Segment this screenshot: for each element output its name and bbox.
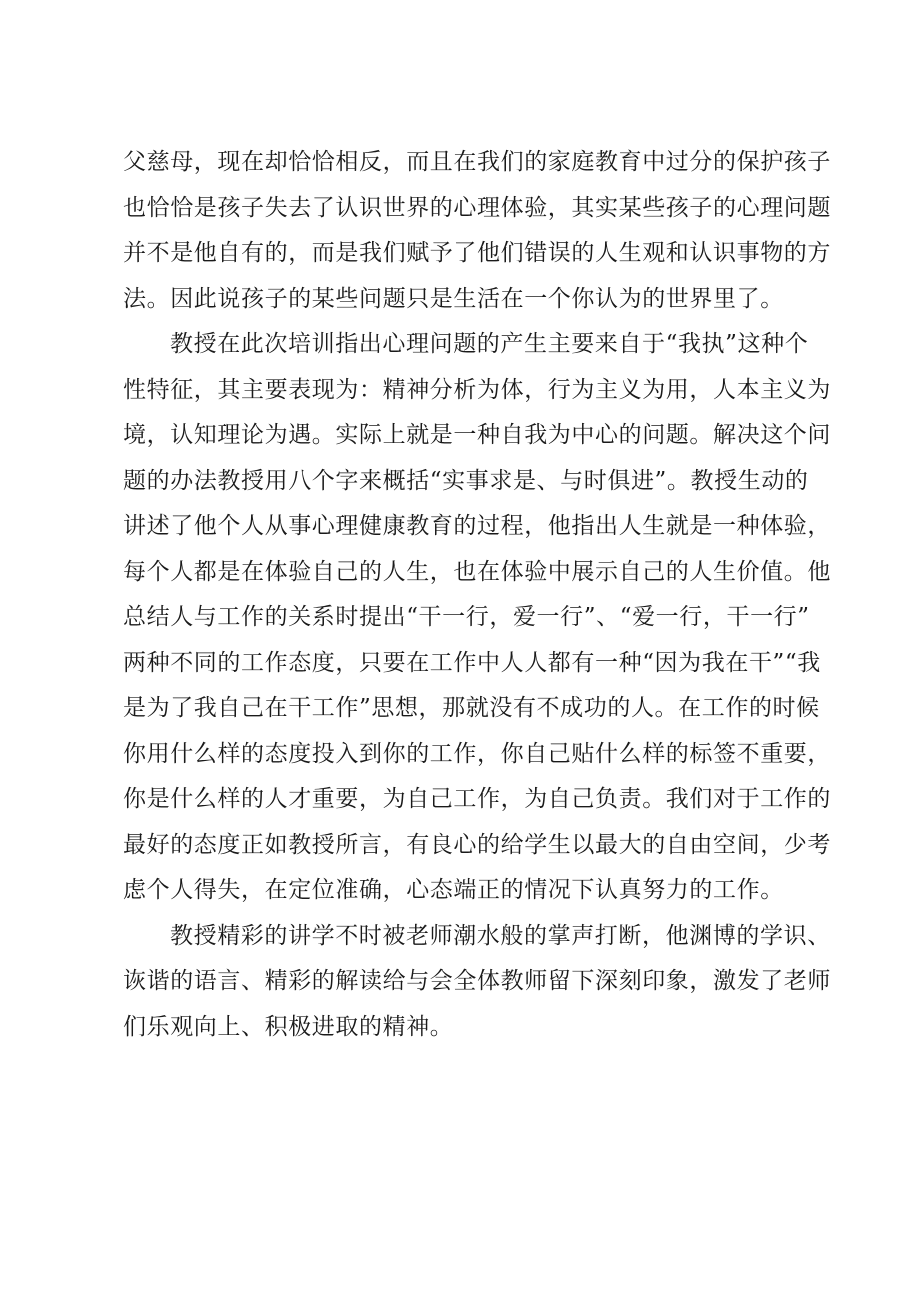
paragraph-line: 性特征，其主要表现为：精神分析为体，行为主义为用，人本主义为 (123, 376, 831, 403)
paragraph-line: 教授精彩的讲学不时被老师潮水般的掌声打断，他渊博的学识、 (170, 922, 831, 949)
paragraph-line: 并不是他自有的，而是我们赋予了他们错误的人生观和认识事物的方 (123, 240, 831, 266)
paragraph-line: 是为了我自己在干工作”思想，那就没有不成功的人。在工作的时候 (123, 695, 820, 721)
paragraph-line: 最好的态度正如教授所言，有良心的给学生以最大的自由空间，少考 (123, 831, 831, 858)
paragraph-line: 题的办法教授用八个字来概括“实事求是、与时俱进”。教授生动的 (123, 467, 809, 494)
paragraph-1 (123, 140, 831, 322)
paragraph-line: 们乐观向上、积极进取的精神。 (123, 1013, 454, 1040)
paragraph-2 (123, 322, 831, 914)
paragraph-line: 也恰恰是孩子失去了认识世界的心理体验，其实某些孩子的心理问题 (123, 194, 831, 221)
paragraph-line: 讲述了他个人从事心理健康教育的过程，他指出人生就是一种体验， (123, 513, 831, 539)
paragraph-line: 每个人都是在体验自己的人生，也在体验中展示自己的人生价值。他 (123, 558, 831, 585)
paragraph-3 (123, 914, 831, 1051)
paragraph-line: 教授在此次培训指出心理问题的产生主要来自于“我执”这种个 (170, 331, 809, 357)
paragraph-line: 你是什么样的人才重要，为自己工作，为自己负责。我们对于工作的 (123, 786, 831, 812)
paragraph-line: 两种不同的工作态度，只要在工作中人人都有一种“因为我在干”“我 (123, 649, 821, 676)
paragraph-line: 虑个人得失，在定位准确，心态端正的情况下认真努力的工作。 (123, 877, 784, 903)
paragraph-line: 境，认知理论为遇。实际上就是一种自我为中心的问题。解决这个问 (123, 422, 831, 448)
paragraph-line: 你用什么样的态度投入到你的工作，你自己贴什么样的标签不重要， (123, 740, 831, 767)
paragraph-line: 诙谐的语言、精彩的解读给与会全体教师留下深刻印象，激发了老师 (123, 968, 831, 994)
paragraph-line: 总结人与工作的关系时提出“干一行，爱一行”、“爱一行，干一行” (123, 604, 810, 630)
document-body (123, 140, 831, 1050)
paragraph-line: 父慈母，现在却恰恰相反，而且在我们的家庭教育中过分的保护孩子 (123, 149, 831, 175)
paragraph-line: 法。因此说孩子的某些问题只是生活在一个你认为的世界里了。 (123, 285, 784, 312)
